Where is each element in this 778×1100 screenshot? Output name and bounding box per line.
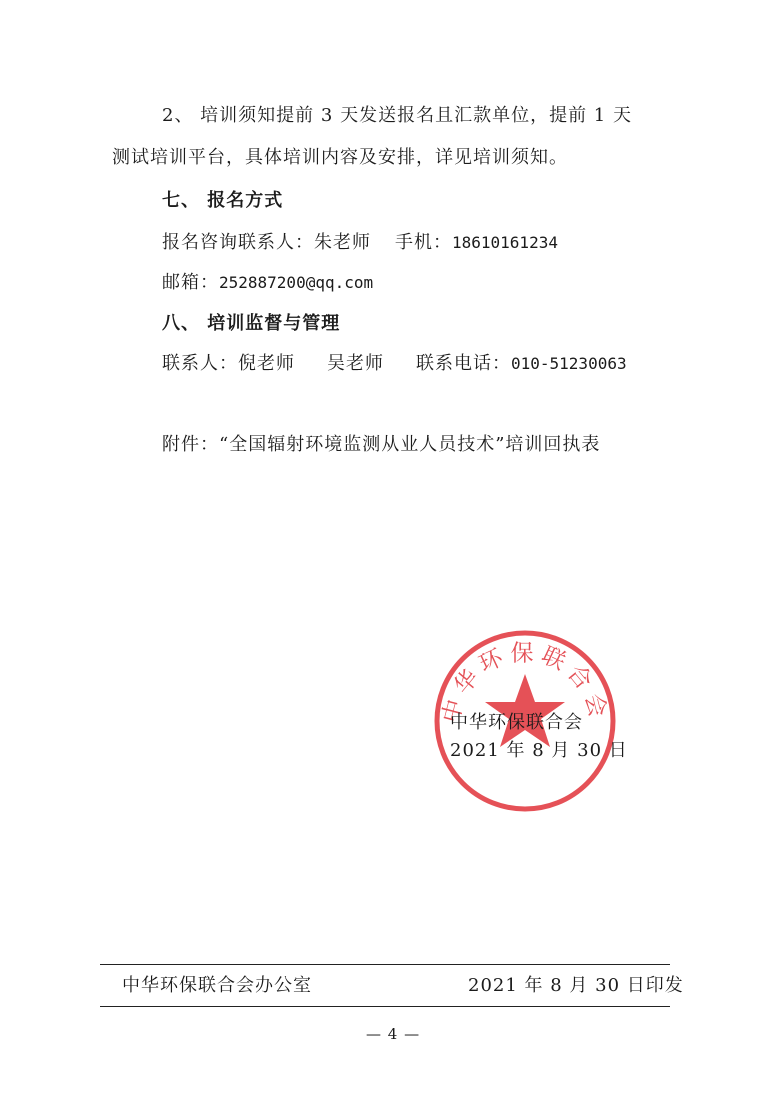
registration-contact xyxy=(162,231,558,255)
tel-label: 联系电话： xyxy=(416,353,511,374)
footer-issuer: 中华环保联合会办公室 xyxy=(122,975,312,996)
section-7-heading: 七、 报名方式 xyxy=(162,190,284,211)
signature-date: 2021 年 8 月 30 日 xyxy=(450,740,628,761)
contact-1: 联系人：倪老师 xyxy=(162,353,295,374)
page-number: — 4 — xyxy=(366,1025,421,1043)
email-address: 252887200@qq.com xyxy=(219,273,374,292)
phone-number: 18610161234 xyxy=(452,233,558,252)
footer-issue-date: 2021 年 8 月 30 日印发 xyxy=(468,975,684,996)
tel-number: 010-51230063 xyxy=(511,354,627,373)
attachment-note: 附件：“全国辐射环境监测从业人员技术”培训回执表 xyxy=(162,434,601,455)
item-2-line-2: 测试培训平台，具体培训内容及安排，详见培训须知。 xyxy=(112,147,568,168)
section-8-heading: 八、 培训监督与管理 xyxy=(162,313,341,334)
supervision-contacts xyxy=(162,352,627,376)
email-line xyxy=(162,271,373,295)
contact-2: 吴老师 xyxy=(327,353,384,374)
item-2-line-1: 2、 培训须知提前 3 天发送报名且汇款单位，提前 1 天 xyxy=(162,105,632,126)
footer-top-rule xyxy=(100,964,670,965)
signature-org: 中华环保联合会 xyxy=(450,712,583,733)
phone-label: 手机： xyxy=(395,232,452,253)
email-label: 邮箱： xyxy=(162,272,219,293)
footer-bottom-rule xyxy=(100,1006,670,1007)
contact-person: 报名咨询联系人：朱老师 xyxy=(162,232,371,253)
star-icon xyxy=(485,674,565,747)
seal-text: 中华环保联合会 xyxy=(438,640,612,726)
